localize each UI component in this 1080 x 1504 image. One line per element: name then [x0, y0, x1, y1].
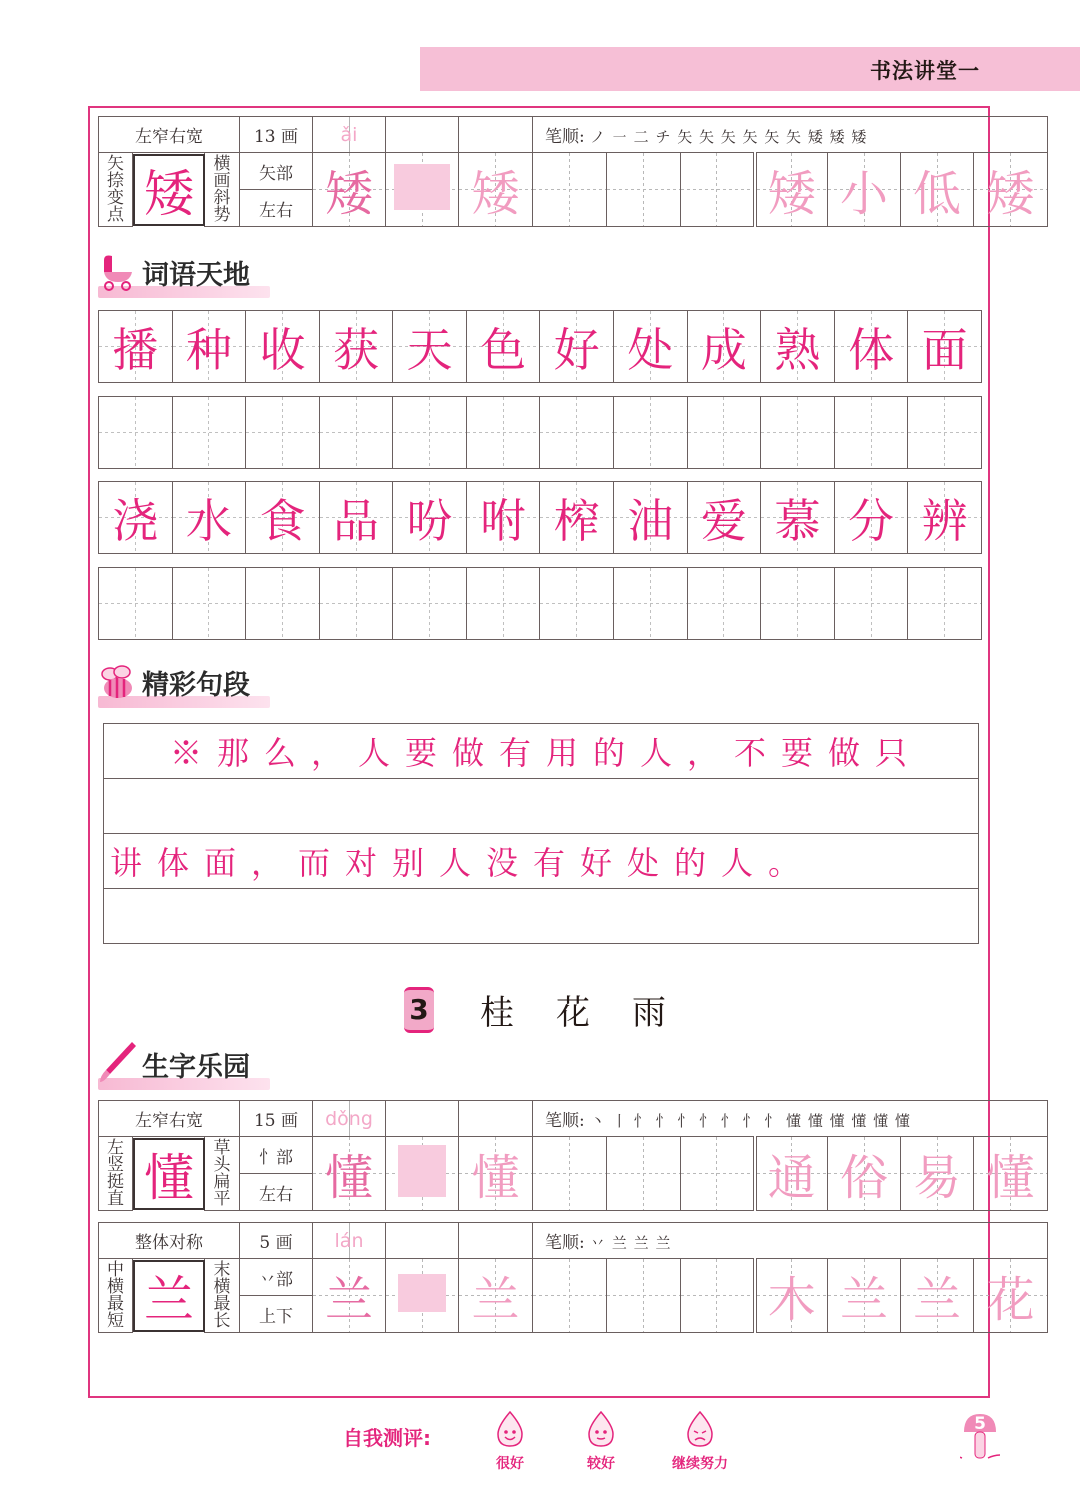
stroke-order [533, 117, 1048, 153]
tip-left: 中 横 最 短 [99, 1259, 133, 1333]
rating-very-good[interactable]: 很好 [488, 1410, 532, 1473]
practice-cell[interactable] [540, 568, 614, 640]
structure-label: 左窄右宽 [99, 1101, 240, 1137]
sentence-lines [103, 723, 979, 944]
practice-cell[interactable] [99, 568, 173, 640]
word-cell[interactable] [755, 1259, 828, 1333]
word-cell[interactable]: 天 [393, 311, 467, 383]
stroke-demo-cell [386, 1137, 459, 1211]
model-char: 懂 [133, 1138, 205, 1210]
word-cell[interactable]: 获 [319, 311, 393, 383]
page-number: 5 [960, 1410, 1000, 1430]
word-cell[interactable]: 浇 [99, 482, 173, 554]
radical: 丷部 [240, 1259, 313, 1296]
word-char: 木 [767, 1272, 816, 1328]
practice-cell[interactable] [319, 397, 393, 469]
practice-cell[interactable] [761, 397, 835, 469]
practice-cell[interactable] [533, 1137, 607, 1211]
word-cell[interactable]: 处 [614, 311, 688, 383]
word-char: 易 [912, 1150, 961, 1206]
practice-cell[interactable] [172, 397, 246, 469]
footer [0, 1410, 1080, 1500]
stroke-demo-box [394, 164, 450, 210]
tip-right: 横 画 斜 势 [205, 153, 240, 227]
word-cell[interactable]: 水 [172, 482, 246, 554]
word-cell[interactable] [755, 1137, 828, 1211]
tip-left: 矢 捺 变 点 [99, 153, 133, 227]
practice-cell[interactable] [607, 1137, 681, 1211]
pinyin-cell [313, 117, 386, 153]
word-cell[interactable]: 食 [246, 482, 320, 554]
word-cell[interactable] [828, 153, 901, 227]
model-char: 兰 [133, 1260, 205, 1332]
trace-cell[interactable] [313, 1259, 386, 1333]
smile-drop-icon [579, 1410, 623, 1448]
word-cell[interactable]: 面 [908, 311, 982, 383]
practice-cell[interactable] [834, 568, 908, 640]
trace-char: 懂 [324, 1150, 373, 1206]
sentence-text-2: 讲体面，而对别人没有好处的人。 [110, 844, 816, 882]
stroke-order-sequence: ノ ㇐ 二 チ 矢 矢 矢 矢 矢 矢 矮 矮 矮 [590, 128, 868, 146]
sentence-text-1: ※那么，人要做有用的人，不要做只 [170, 734, 923, 772]
trace-char: 兰 [324, 1272, 373, 1328]
pinyin-cell [313, 1101, 386, 1137]
word-cell[interactable]: 榨 [540, 482, 614, 554]
word-char: 兰 [839, 1272, 888, 1328]
word-cell[interactable] [901, 1137, 974, 1211]
section-sentence-title: 精彩句段 [142, 670, 250, 701]
sentence-line[interactable] [104, 779, 978, 834]
model-char-cell [133, 153, 205, 227]
pinyin-blank[interactable] [459, 1101, 533, 1137]
practice-cell[interactable] [687, 568, 761, 640]
word-char: 矮 [767, 166, 816, 222]
practice-cell[interactable] [533, 153, 607, 227]
trace-char: 兰 [471, 1272, 520, 1328]
practice-cell[interactable] [533, 1259, 607, 1333]
stroke-demo-box [398, 1274, 446, 1312]
section-chars-header [98, 1040, 250, 1084]
pinyin-blank[interactable] [386, 117, 459, 153]
practice-row-1 [98, 396, 982, 469]
pinyin: dǒng [325, 1107, 373, 1130]
practice-cell[interactable] [246, 397, 320, 469]
stroke-order [533, 1223, 1048, 1259]
word-char: 兰 [912, 1272, 961, 1328]
practice-cell[interactable] [607, 1259, 681, 1333]
word-cell[interactable]: 种 [172, 311, 246, 383]
pinyin-blank[interactable] [386, 1101, 459, 1137]
char-table-dong [98, 1100, 1048, 1211]
stroke-order-label: 笔顺: [545, 1233, 585, 1253]
word-char: 矮 [986, 166, 1035, 222]
stroller-icon [98, 252, 138, 292]
sentence-line[interactable] [104, 724, 978, 779]
layout-type: 上下 [240, 1296, 313, 1333]
brush-icon [98, 1040, 138, 1084]
lesson-number: 3 [404, 987, 434, 1033]
pinyin-blank[interactable] [459, 117, 533, 153]
word-char: 通 [767, 1150, 816, 1206]
lesson-name: 桂花雨 [480, 993, 708, 1033]
practice-cell[interactable] [681, 1137, 755, 1211]
sad-drop-icon [670, 1410, 730, 1448]
trace-char: 矮 [324, 166, 373, 222]
practice-cell[interactable] [466, 568, 540, 640]
practice-cell[interactable] [172, 568, 246, 640]
word-cell[interactable]: 慕 [761, 482, 835, 554]
trace-char: 矮 [471, 166, 520, 222]
practice-cell[interactable] [687, 397, 761, 469]
structure-label: 左窄右宽 [99, 117, 240, 153]
header-band [420, 47, 1080, 91]
word-cell[interactable]: 成 [687, 311, 761, 383]
stroke-demo-box [398, 1145, 446, 1197]
structure-label: 整体对称 [99, 1223, 240, 1259]
tip-right: 末 横 最 长 [205, 1259, 240, 1333]
practice-row-2 [98, 567, 982, 640]
word-cell[interactable] [974, 1137, 1048, 1211]
bee-icon [98, 664, 138, 702]
word-cell[interactable]: 体 [834, 311, 908, 383]
pinyin: ǎi [340, 123, 358, 146]
stroke-order-sequence: 丷 兰 兰 兰 [590, 1234, 672, 1252]
practice-cell[interactable] [681, 1259, 755, 1333]
pinyin-blank[interactable] [459, 1223, 533, 1259]
word-cell[interactable] [974, 1259, 1048, 1333]
word-cell[interactable] [828, 1137, 901, 1211]
practice-cell[interactable] [393, 397, 467, 469]
word-char: 花 [986, 1272, 1035, 1328]
word-cell[interactable] [901, 153, 974, 227]
word-cell[interactable] [901, 1259, 974, 1333]
word-cell[interactable]: 油 [614, 482, 688, 554]
radical: 忄部 [240, 1137, 313, 1174]
practice-cell[interactable] [908, 397, 982, 469]
section-chars-title: 生字乐园 [142, 1052, 250, 1083]
word-cell[interactable] [755, 153, 828, 227]
practice-cell[interactable] [393, 568, 467, 640]
word-cell[interactable]: 熟 [761, 311, 835, 383]
tip-left: 左 竖 挺 直 [99, 1137, 133, 1211]
char-table-ai [98, 116, 1048, 227]
header-title: 书法讲堂一 [870, 59, 980, 83]
word-cell[interactable]: 辨 [908, 482, 982, 554]
model-char-cell [133, 1259, 205, 1333]
word-char: 懂 [986, 1150, 1035, 1206]
stroke-count: 5 画 [240, 1223, 313, 1259]
section-words-header [98, 252, 250, 292]
lesson-title [404, 985, 708, 1034]
word-cell[interactable]: 播 [99, 311, 173, 383]
stroke-order-sequence: 丶 丨 忄 忄 忄 忄 忄 忄 忄 懂 懂 懂 懂 懂 懂 [590, 1112, 911, 1130]
self-eval-label: 自我测评: [343, 1426, 431, 1450]
radical: 矢部 [240, 153, 313, 190]
practice-cell[interactable] [246, 568, 320, 640]
practice-cell[interactable] [540, 397, 614, 469]
pinyin: lán [334, 1229, 364, 1252]
rating-keep-trying[interactable]: 继续努力 [670, 1410, 730, 1473]
stroke-count: 13 画 [240, 117, 313, 153]
word-cell[interactable] [974, 153, 1048, 227]
word-cell[interactable]: 分 [834, 482, 908, 554]
practice-cell[interactable] [681, 153, 755, 227]
word-cell[interactable]: 好 [540, 311, 614, 383]
word-char: 俗 [839, 1150, 888, 1206]
practice-cell[interactable] [834, 397, 908, 469]
word-cell[interactable]: 吩 [393, 482, 467, 554]
section-words-title: 词语天地 [142, 260, 250, 291]
sentence-line[interactable] [104, 834, 978, 889]
word-cell[interactable]: 品 [319, 482, 393, 554]
word-cell[interactable]: 咐 [466, 482, 540, 554]
practice-cell[interactable] [614, 397, 688, 469]
practice-cell[interactable] [99, 397, 173, 469]
rating-good[interactable]: 较好 [579, 1410, 623, 1473]
sentence-line[interactable] [104, 889, 978, 944]
practice-cell[interactable] [607, 153, 681, 227]
word-cell[interactable]: 色 [466, 311, 540, 383]
trace-cell[interactable] [313, 1137, 386, 1211]
section-sentence-header [98, 663, 250, 702]
happy-drop-icon [488, 1410, 532, 1448]
pinyin-blank[interactable] [386, 1223, 459, 1259]
layout-type: 左右 [240, 190, 313, 227]
practice-cell[interactable] [761, 568, 835, 640]
stroke-demo-cell [386, 1259, 459, 1333]
stroke-order-label: 笔顺: [545, 127, 585, 147]
trace-cell[interactable] [459, 153, 533, 227]
word-char: 小 [839, 166, 888, 222]
stroke-demo-cell [386, 153, 459, 227]
model-char: 矮 [133, 154, 205, 226]
practice-cell[interactable] [908, 568, 982, 640]
practice-cell[interactable] [319, 568, 393, 640]
words-row-1 [98, 310, 982, 383]
layout-type: 左右 [240, 1174, 313, 1211]
trace-char: 懂 [471, 1150, 520, 1206]
stroke-order-label: 笔顺: [545, 1111, 585, 1131]
words-row-2 [98, 481, 982, 554]
word-char: 低 [912, 166, 961, 222]
trace-cell[interactable] [313, 153, 386, 227]
stroke-order [533, 1101, 1048, 1137]
practice-cell[interactable] [614, 568, 688, 640]
trace-cell[interactable] [459, 1137, 533, 1211]
word-cell[interactable]: 收 [246, 311, 320, 383]
char-table-lan [98, 1222, 1048, 1333]
pinyin-cell [313, 1223, 386, 1259]
practice-cell[interactable] [466, 397, 540, 469]
model-char-cell [133, 1137, 205, 1211]
word-cell[interactable]: 爱 [687, 482, 761, 554]
trace-cell[interactable] [459, 1259, 533, 1333]
tip-right: 草 头 扁 平 [205, 1137, 240, 1211]
word-cell[interactable] [828, 1259, 901, 1333]
stroke-count: 15 画 [240, 1101, 313, 1137]
